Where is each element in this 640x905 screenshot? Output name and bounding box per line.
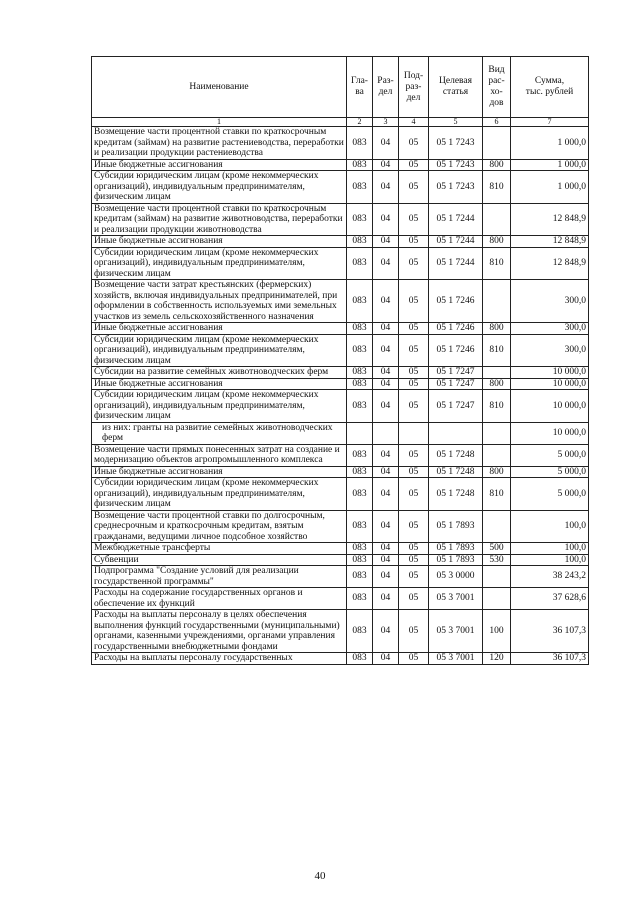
cell-expense-type: 800 [483,378,511,390]
cell-section: 04 [373,247,399,280]
cell-section: 04 [373,444,399,466]
cell-chapter: 083 [347,478,373,511]
table-row [92,543,589,555]
cell-target-article: 05 3 0000 [429,566,483,588]
cell-sum: 1 000,0 [511,159,589,171]
table-row [92,280,589,323]
column-number: 4 [399,118,429,127]
cell-subsection: 05 [399,236,429,248]
cell-expense-type [483,444,511,466]
cell-sum: 100,0 [511,554,589,566]
table-row [92,610,589,653]
cell-sum: 36 107,3 [511,610,589,653]
column-number-row [92,118,589,127]
cell-name: Подпрограмма "Создание условий для реализации государственной программы" [92,566,347,588]
cell-expense-type [483,367,511,379]
cell-name: Иные бюджетные ассигнования [92,378,347,390]
cell-target-article: 05 1 7893 [429,554,483,566]
cell-subsection: 05 [399,159,429,171]
cell-target-article: 05 1 7246 [429,323,483,335]
cell-expense-type: 500 [483,543,511,555]
cell-expense-type: 810 [483,247,511,280]
cell-target-article [429,422,483,444]
cell-section: 04 [373,588,399,610]
cell-target-article: 05 1 7893 [429,510,483,543]
cell-chapter: 083 [347,566,373,588]
cell-expense-type: 800 [483,236,511,248]
cell-subsection: 05 [399,203,429,236]
table-row [92,247,589,280]
cell-name: Субсидии юридическим лицам (кроме некоммерческих организаций), индивидуальным предпринимателям, физическим лицам [92,334,347,367]
table-row [92,422,589,444]
cell-target-article: 05 1 7247 [429,367,483,379]
cell-section: 04 [373,367,399,379]
table-row [92,171,589,204]
cell-name: Возмещение части затрат крестьянских (фермерских) хозяйств, включая индивидуальных предпринимателей, при оформлении в собственность используемых ими земельных участков из земель сельскохозяйственного назначения [92,280,347,323]
cell-target-article: 05 1 7246 [429,280,483,323]
page-number: 40 [314,870,326,882]
cell-subsection: 05 [399,588,429,610]
cell-chapter: 083 [347,543,373,555]
cell-target-article: 05 1 7248 [429,478,483,511]
cell-section: 04 [373,566,399,588]
cell-subsection: 05 [399,510,429,543]
cell-section: 04 [373,159,399,171]
cell-name: Межбюджетные трансферты [92,543,347,555]
cell-subsection: 05 [399,323,429,335]
cell-subsection: 05 [399,367,429,379]
table-row [92,127,589,160]
cell-expense-type [483,510,511,543]
cell-name: Субсидии юридическим лицам (кроме некоммерческих организаций), индивидуальным предпринимателям, физическим лицам [92,247,347,280]
cell-section: 04 [373,334,399,367]
cell-chapter: 083 [347,236,373,248]
cell-subsection: 05 [399,378,429,390]
cell-chapter: 083 [347,159,373,171]
header-expense-type: Вид рас- хо- дов [483,57,511,118]
cell-expense-type [483,566,511,588]
cell-target-article: 05 1 7243 [429,127,483,160]
cell-section: 04 [373,323,399,335]
cell-sum: 5 000,0 [511,466,589,478]
cell-name: Возмещение части прямых понесенных затрат на создание и модернизацию объектов агропромышленного комплекса [92,444,347,466]
cell-name: Иные бюджетные ассигнования [92,159,347,171]
cell-target-article: 05 1 7248 [429,444,483,466]
cell-section: 04 [373,171,399,204]
cell-sum: 10 000,0 [511,390,589,423]
cell-name: Иные бюджетные ассигнования [92,323,347,335]
cell-chapter: 083 [347,554,373,566]
cell-sum: 100,0 [511,510,589,543]
cell-expense-type [483,127,511,160]
table-row [92,478,589,511]
table-row [92,378,589,390]
cell-subsection: 05 [399,171,429,204]
cell-expense-type: 800 [483,159,511,171]
cell-sum: 10 000,0 [511,378,589,390]
cell-section: 04 [373,653,399,665]
table-row [92,588,589,610]
cell-chapter: 083 [347,390,373,423]
cell-target-article: 05 3 7001 [429,610,483,653]
cell-target-article: 05 1 7243 [429,171,483,204]
cell-expense-type [483,280,511,323]
column-number: 5 [429,118,483,127]
table-header-row [92,57,589,118]
cell-subsection: 05 [399,280,429,323]
cell-target-article: 05 3 7001 [429,588,483,610]
header-section: Раз- дел [373,57,399,118]
cell-name: Субсидии юридическим лицам (кроме некоммерческих организаций), индивидуальным предпринимателям, физическим лицам [92,171,347,204]
cell-sum: 300,0 [511,280,589,323]
cell-sum: 12 848,9 [511,247,589,280]
cell-section: 04 [373,203,399,236]
cell-sum: 1 000,0 [511,127,589,160]
cell-chapter: 083 [347,127,373,160]
cell-subsection: 05 [399,543,429,555]
cell-sum: 100,0 [511,543,589,555]
table-row [92,653,589,665]
cell-sum: 10 000,0 [511,367,589,379]
table-row [92,554,589,566]
cell-name: Расходы на выплаты персоналу в целях обеспечения выполнения функций государственными (муниципальными) органами, казенными учреждениями, органами управления государственными внебюджетными фондами [92,610,347,653]
table-row [92,334,589,367]
cell-chapter: 083 [347,653,373,665]
table-row [92,390,589,423]
cell-target-article: 05 1 7246 [429,334,483,367]
header-sum: Сумма, тыс. рублей [511,57,589,118]
cell-subsection [399,422,429,444]
cell-subsection: 05 [399,566,429,588]
cell-sum: 300,0 [511,334,589,367]
table-row [92,159,589,171]
table-row [92,203,589,236]
cell-chapter [347,422,373,444]
cell-expense-type: 100 [483,610,511,653]
cell-name: Возмещение части процентной ставки по краткосрочным кредитам (займам) на развитие растениеводства, переработки и реализации продукции растениеводства [92,127,347,160]
cell-subsection: 05 [399,247,429,280]
cell-expense-type [483,588,511,610]
cell-chapter: 083 [347,588,373,610]
table-body [92,127,589,665]
cell-section: 04 [373,236,399,248]
cell-expense-type: 800 [483,466,511,478]
cell-expense-type: 800 [483,323,511,335]
cell-chapter: 083 [347,171,373,204]
cell-subsection: 05 [399,127,429,160]
header-name: Наименование [92,57,347,118]
cell-name: Субсидии юридическим лицам (кроме некоммерческих организаций), индивидуальным предпринимателям, физическим лицам [92,478,347,511]
cell-sum: 300,0 [511,323,589,335]
cell-subsection: 05 [399,653,429,665]
cell-sum: 12 848,9 [511,236,589,248]
table-row [92,466,589,478]
cell-sum: 1 000,0 [511,171,589,204]
cell-name: Возмещение части процентной ставки по долгосрочным, среднесрочным и краткосрочным кредитам, взятым гражданами, ведущими личное подсобное хозяйство [92,510,347,543]
cell-section: 04 [373,478,399,511]
cell-chapter: 083 [347,334,373,367]
header-subsection: Под- раз- дел [399,57,429,118]
cell-name: Расходы на выплаты персоналу государственных [92,653,347,665]
cell-section: 04 [373,466,399,478]
column-number: 1 [92,118,347,127]
cell-chapter: 083 [347,247,373,280]
cell-name: Субсидии юридическим лицам (кроме некоммерческих организаций), индивидуальным предпринимателям, физическим лицам [92,390,347,423]
cell-sum: 5 000,0 [511,444,589,466]
cell-section [373,422,399,444]
table-row [92,566,589,588]
cell-name: Субсидии на развитие семейных животноводческих ферм [92,367,347,379]
cell-expense-type: 810 [483,390,511,423]
cell-name: Возмещение части процентной ставки по краткосрочным кредитам (займам) на развитие животноводства, переработки и реализации продукции животноводства [92,203,347,236]
table-row [92,444,589,466]
cell-section: 04 [373,510,399,543]
cell-section: 04 [373,390,399,423]
cell-target-article: 05 1 7244 [429,236,483,248]
cell-section: 04 [373,610,399,653]
table-row [92,367,589,379]
column-number: 7 [511,118,589,127]
cell-chapter: 083 [347,280,373,323]
cell-expense-type [483,422,511,444]
cell-target-article: 05 1 7248 [429,466,483,478]
cell-target-article: 05 1 7244 [429,247,483,280]
cell-chapter: 083 [347,444,373,466]
cell-subsection: 05 [399,390,429,423]
cell-name: из них: гранты на развитие семейных животноводческих ферм [92,422,347,444]
header-chapter: Гла- ва [347,57,373,118]
cell-subsection: 05 [399,610,429,653]
cell-chapter: 083 [347,367,373,379]
cell-chapter: 083 [347,323,373,335]
cell-target-article: 05 1 7244 [429,203,483,236]
cell-section: 04 [373,378,399,390]
column-number: 3 [373,118,399,127]
cell-expense-type: 810 [483,334,511,367]
cell-chapter: 083 [347,203,373,236]
cell-chapter: 083 [347,510,373,543]
cell-expense-type [483,203,511,236]
table-row [92,236,589,248]
cell-name: Расходы на содержание государственных органов и обеспечение их функций [92,588,347,610]
cell-target-article: 05 1 7247 [429,390,483,423]
cell-expense-type: 810 [483,478,511,511]
cell-name: Иные бюджетные ассигнования [92,236,347,248]
cell-expense-type: 120 [483,653,511,665]
cell-name: Субвенции [92,554,347,566]
cell-subsection: 05 [399,478,429,511]
cell-sum: 12 848,9 [511,203,589,236]
cell-section: 04 [373,280,399,323]
cell-sum: 5 000,0 [511,478,589,511]
cell-chapter: 083 [347,378,373,390]
column-number: 2 [347,118,373,127]
cell-subsection: 05 [399,466,429,478]
cell-chapter: 083 [347,610,373,653]
cell-sum: 38 243,2 [511,566,589,588]
budget-table [91,56,589,665]
cell-expense-type: 810 [483,171,511,204]
cell-sum: 37 628,6 [511,588,589,610]
cell-sum: 36 107,3 [511,653,589,665]
header-target-article: Целевая статья [429,57,483,118]
cell-subsection: 05 [399,444,429,466]
cell-sum: 10 000,0 [511,422,589,444]
cell-target-article: 05 3 7001 [429,653,483,665]
cell-chapter: 083 [347,466,373,478]
table-row [92,510,589,543]
cell-target-article: 05 1 7893 [429,543,483,555]
cell-expense-type: 530 [483,554,511,566]
table-row [92,323,589,335]
cell-target-article: 05 1 7243 [429,159,483,171]
cell-name: Иные бюджетные ассигнования [92,466,347,478]
column-number: 6 [483,118,511,127]
cell-subsection: 05 [399,334,429,367]
cell-section: 04 [373,543,399,555]
cell-section: 04 [373,127,399,160]
cell-section: 04 [373,554,399,566]
cell-target-article: 05 1 7247 [429,378,483,390]
cell-subsection: 05 [399,554,429,566]
